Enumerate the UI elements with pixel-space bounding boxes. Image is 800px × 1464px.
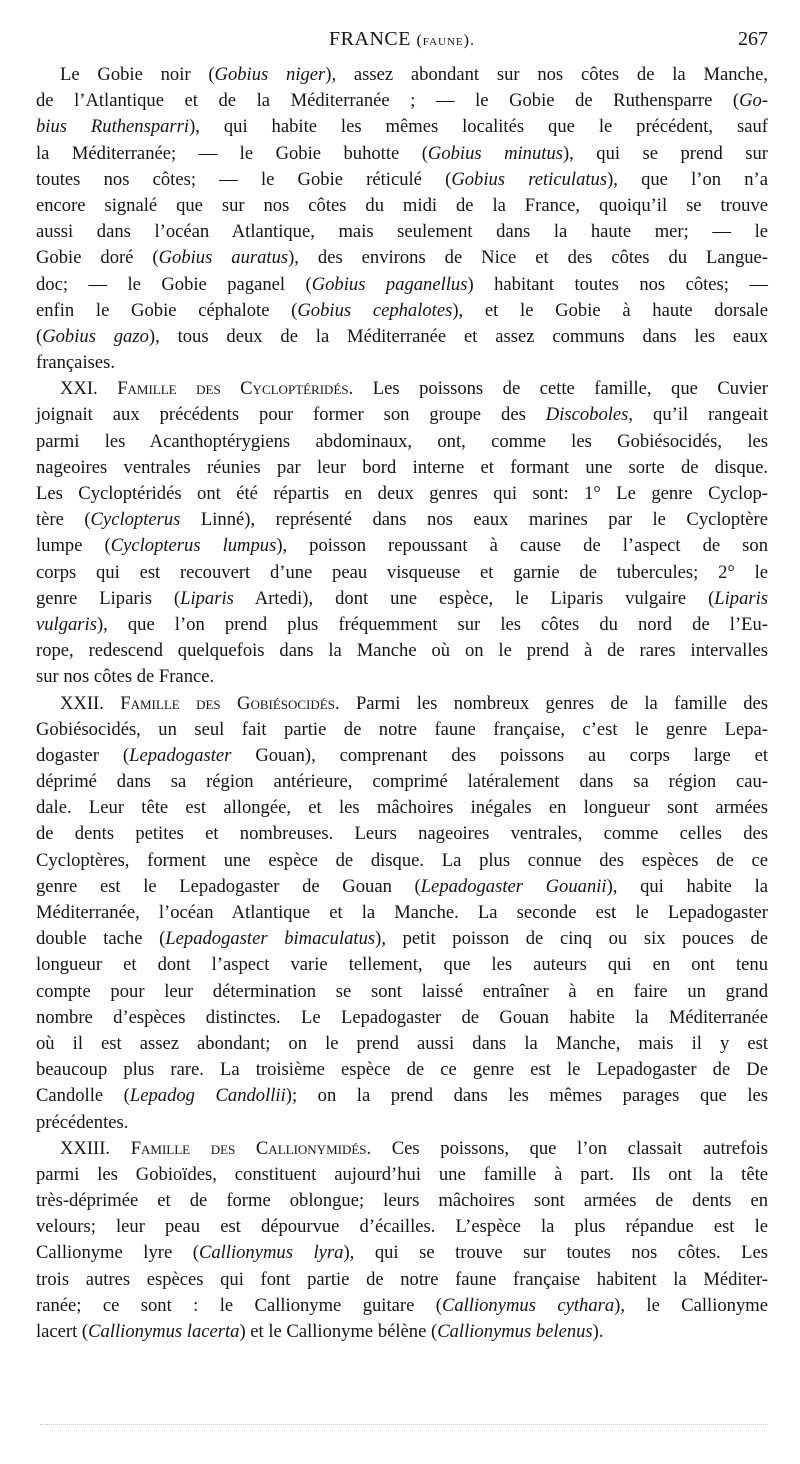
italic-species-name: Gobius cephalotes xyxy=(297,299,453,321)
text-run: ), que l’on prend plus fréquemment sur les côtes du nord de l’Eu- xyxy=(96,613,768,635)
italic-species-name: Cyclopterus lumpus xyxy=(110,535,277,557)
text-line xyxy=(36,1267,768,1293)
text-run: très-déprimée et de forme oblongue; leurs mâchoires sont armées de dents en xyxy=(36,1190,768,1212)
text-run: parmi les Acanthoptérygiens abdominaux, ont, comme les Gobiésocidés, les xyxy=(36,430,768,452)
text-run: ), des environs de Nice et des côtes du Langue- xyxy=(288,247,769,269)
text-line xyxy=(36,245,768,271)
text-line xyxy=(36,298,768,324)
text-line xyxy=(36,560,768,586)
text-run: lumpe ( xyxy=(36,535,111,557)
text-run: ) et le Callionyme bélène ( xyxy=(239,1321,438,1342)
text-line xyxy=(36,874,768,900)
italic-species-name: Gobius auratus xyxy=(158,247,289,269)
text-line xyxy=(36,1293,768,1319)
text-line xyxy=(36,114,768,140)
text-run: trois autres espèces qui font partie de notre faune française habitent la Méditer- xyxy=(36,1268,768,1290)
text-line xyxy=(36,1110,768,1136)
italic-species-name: Liparis xyxy=(714,587,769,609)
text-line xyxy=(36,350,768,376)
text-line xyxy=(36,1083,768,1109)
text-run: sur nos côtes de France. xyxy=(36,666,215,688)
text-run: Méditerranée, l’océan Atlantique et la Manche. La seconde est le Lepadogaster xyxy=(36,902,768,923)
text-line xyxy=(36,1214,768,1240)
text-line xyxy=(36,1005,768,1031)
section-heading: Famille des Cycloptéridés. xyxy=(117,378,354,400)
text-run: Artedi), dont une espèce, le Liparis vulgaire ( xyxy=(233,587,715,609)
italic-species-name: Gobius paganellus xyxy=(311,273,468,295)
page-header xyxy=(36,28,768,62)
text-line xyxy=(36,507,768,533)
text-run: Les Cycloptéridés ont été répartis en deux genres qui sont: 1° Le genre Cyclop- xyxy=(36,483,768,504)
text-run: ); on la prend dans les mêmes parages que les xyxy=(285,1085,768,1107)
text-line xyxy=(36,62,768,88)
text-run: ), et le Gobie à haute dorsale xyxy=(452,299,768,321)
text-run: XXIII. xyxy=(60,1137,131,1159)
text-run: dale. Leur tête est allongée, et les mâchoires inégales en longueur sont armées xyxy=(36,797,768,819)
text-line xyxy=(36,1031,768,1057)
text-line xyxy=(36,638,768,664)
text-run: genre Liparis ( xyxy=(36,587,181,609)
text-line xyxy=(36,664,768,690)
text-run: la Méditerranée; — le Gobie buhotte ( xyxy=(36,142,428,164)
text-line xyxy=(36,219,768,245)
text-line xyxy=(36,743,768,769)
text-line xyxy=(36,769,768,795)
text-run: Le Gobie noir ( xyxy=(60,64,215,85)
text-run: corps qui est recouvert d’une peau visqueuse et garnie de tubercules; 2° le xyxy=(36,561,768,583)
italic-species-name: Gobius reticulatus xyxy=(451,168,608,190)
text-line xyxy=(36,272,768,298)
text-run: compte pour leur détermination se sont laissé entraîner à en faire un grand xyxy=(36,980,768,1002)
italic-species-name: Callionymus cythara xyxy=(441,1294,615,1316)
text-line xyxy=(36,141,768,167)
italic-species-name: Callionymus belenus xyxy=(437,1321,593,1342)
text-line xyxy=(36,1162,768,1188)
text-run: nageoires ventrales réunies par leur bord interne et formant une sorte de disque. xyxy=(36,456,768,478)
text-run: rope, redescend quelquefois dans la Manche où on le prend à de rares intervalles xyxy=(36,640,768,662)
text-run: encore signalé que sur nos côtes du midi de la France, quoiqu’il se trouve xyxy=(36,194,768,216)
italic-species-name: bius Ruthensparri xyxy=(36,116,190,138)
text-run: enfin le Gobie céphalote ( xyxy=(36,299,298,321)
text-run: ), tous deux de la Méditerranée et assez communs dans les eaux xyxy=(148,325,769,347)
page-number: 267 xyxy=(738,28,768,50)
italic-species-name: Lepadog Candollii xyxy=(129,1085,286,1107)
text-run: ), assez abondant sur nos côtes de la Manche, xyxy=(325,64,768,85)
text-line xyxy=(36,1319,768,1345)
italic-species-name: Gobius gazo xyxy=(42,325,149,347)
text-line xyxy=(36,533,768,559)
italic-species-name: Lepadogaster Gouanii xyxy=(420,875,607,897)
text-run: ), poisson repoussant à cause de l’aspect de son xyxy=(276,535,768,557)
text-run: ), qui habite la xyxy=(606,875,768,897)
text-run: ), qui habite les mêmes localités que le précédent, sauf xyxy=(189,116,769,138)
text-line xyxy=(36,900,768,926)
text-line xyxy=(36,691,768,717)
text-run: XXI. xyxy=(60,378,118,400)
text-run: ranée; ce sont : le Callionyme guitare ( xyxy=(36,1294,442,1316)
text-run: ), qui se trouve sur toutes nos côtes. Les xyxy=(343,1242,768,1264)
text-line xyxy=(36,481,768,507)
italic-species-name: Go- xyxy=(739,90,768,112)
italic-species-name: vulgaris xyxy=(36,613,97,635)
text-line xyxy=(36,586,768,612)
text-run: double tache ( xyxy=(36,928,166,950)
text-run: joignait aux précédents pour former son groupe des xyxy=(36,404,546,426)
text-line xyxy=(36,402,768,428)
running-title-sub: (faune). xyxy=(416,32,475,49)
section-heading: Famille des Callionymidés. xyxy=(130,1137,372,1159)
text-line xyxy=(36,821,768,847)
text-run: Les poissons de cette famille, que Cuvier xyxy=(353,378,768,400)
text-run: ), le Callionyme xyxy=(614,1294,768,1316)
text-run: ) habitant toutes nos côtes; — xyxy=(467,273,768,295)
text-run: Linné), représenté dans nos eaux marines par le Cycloptère xyxy=(180,509,768,531)
text-run: toutes nos côtes; — le Gobie réticulé ( xyxy=(36,168,452,190)
text-line xyxy=(36,193,768,219)
footer-rule xyxy=(40,1424,768,1425)
text-run: Gobiésocidés, un seul fait partie de notre faune française, c’est le genre Lepa- xyxy=(36,718,768,740)
italic-species-name: Lepadogaster bimaculatus xyxy=(165,928,376,950)
italic-species-name: Liparis xyxy=(180,587,234,609)
text-run: ( xyxy=(36,325,43,347)
text-run: velours; leur peau est dépourvue d’écailles. L’espèce la plus répandue est le xyxy=(36,1216,768,1238)
body-text xyxy=(36,62,768,1345)
text-run: Callionyme lyre ( xyxy=(36,1242,199,1264)
text-run: françaises. xyxy=(36,352,115,374)
text-line xyxy=(36,1188,768,1214)
text-run: où il est assez abondant; on le prend aussi dans la Manche, mais il y est xyxy=(36,1032,768,1054)
italic-species-name: Callionymus lyra xyxy=(198,1242,344,1264)
text-run: Parmi les nombreux genres de la famille des xyxy=(339,692,768,714)
text-run: , qu’il rangeait xyxy=(628,404,768,426)
text-run: dogaster ( xyxy=(36,744,130,766)
italic-species-name: Lepadogaster xyxy=(129,744,232,766)
text-line xyxy=(36,926,768,952)
running-title-main: FRANCE xyxy=(329,28,411,50)
text-run: longueur et dont l’aspect varie tellement, que les auteurs qui en ont tenu xyxy=(36,954,768,976)
text-line xyxy=(36,848,768,874)
italic-species-name: Gobius niger xyxy=(214,64,326,85)
italic-species-name: Discoboles xyxy=(545,404,629,426)
text-run: ), petit poisson de cinq ou six pouces de xyxy=(375,928,768,950)
text-run: Ces poissons, que l’on classait autrefois xyxy=(371,1137,768,1159)
text-run: tère ( xyxy=(36,509,91,531)
italic-species-name: Gobius minutus xyxy=(427,142,563,164)
text-run: genre est le Lepadogaster de Gouan ( xyxy=(36,875,421,897)
text-run: XXII. xyxy=(60,692,121,714)
text-run: lacert ( xyxy=(36,1321,89,1342)
text-line xyxy=(36,1240,768,1266)
text-line xyxy=(36,1057,768,1083)
text-run: précédentes. xyxy=(36,1111,129,1133)
text-line xyxy=(36,88,768,114)
text-run: ), qui se prend sur xyxy=(562,142,768,164)
text-run: Candolle ( xyxy=(36,1085,130,1107)
section-heading: Famille des Gobiésocidés. xyxy=(120,692,340,714)
text-run: déprimé dans sa région antérieure, comprimé latéralement dans sa région cau- xyxy=(36,771,768,793)
text-run: nombre d’espèces distinctes. Le Lepadogaster de Gouan habite la Méditerranée xyxy=(36,1006,768,1028)
text-line xyxy=(36,429,768,455)
text-run: ), que l’on n’a xyxy=(607,168,768,190)
text-line xyxy=(36,1136,768,1162)
italic-species-name: Cyclopterus xyxy=(90,509,181,531)
text-line xyxy=(36,376,768,402)
italic-species-name: Callionymus lacerta xyxy=(88,1321,240,1342)
running-title xyxy=(36,28,768,51)
text-line xyxy=(36,979,768,1005)
text-run: doc; — le Gobie paganel ( xyxy=(36,273,312,295)
text-line xyxy=(36,455,768,481)
text-line xyxy=(36,795,768,821)
text-run: parmi les Gobioïdes, constituent aujourd’hui une famille à part. Ils ont la tête xyxy=(36,1163,768,1185)
text-line xyxy=(36,612,768,638)
text-line xyxy=(36,167,768,193)
text-run: de dents petites et nombreuses. Leurs nageoires ventrales, comme celles des xyxy=(36,823,768,845)
text-run: Gouan), comprenant des poissons au corps large et xyxy=(231,744,768,766)
text-line xyxy=(36,717,768,743)
text-run: beaucoup plus rare. La troisième espèce de ce genre est le Lepadogaster de De xyxy=(36,1059,768,1081)
text-run: Gobie doré ( xyxy=(36,247,159,269)
text-run: ). xyxy=(592,1321,604,1342)
text-line xyxy=(36,952,768,978)
text-run: aussi dans l’océan Atlantique, mais seulement dans la haute mer; — le xyxy=(36,221,768,243)
text-run: Cycloptères, forment une espèce de disque. La plus connue des espèces de ce xyxy=(36,849,768,871)
text-line xyxy=(36,324,768,350)
text-run: de l’Atlantique et de la Méditerranée ; — le Gobie de Ruthensparre ( xyxy=(36,90,740,112)
